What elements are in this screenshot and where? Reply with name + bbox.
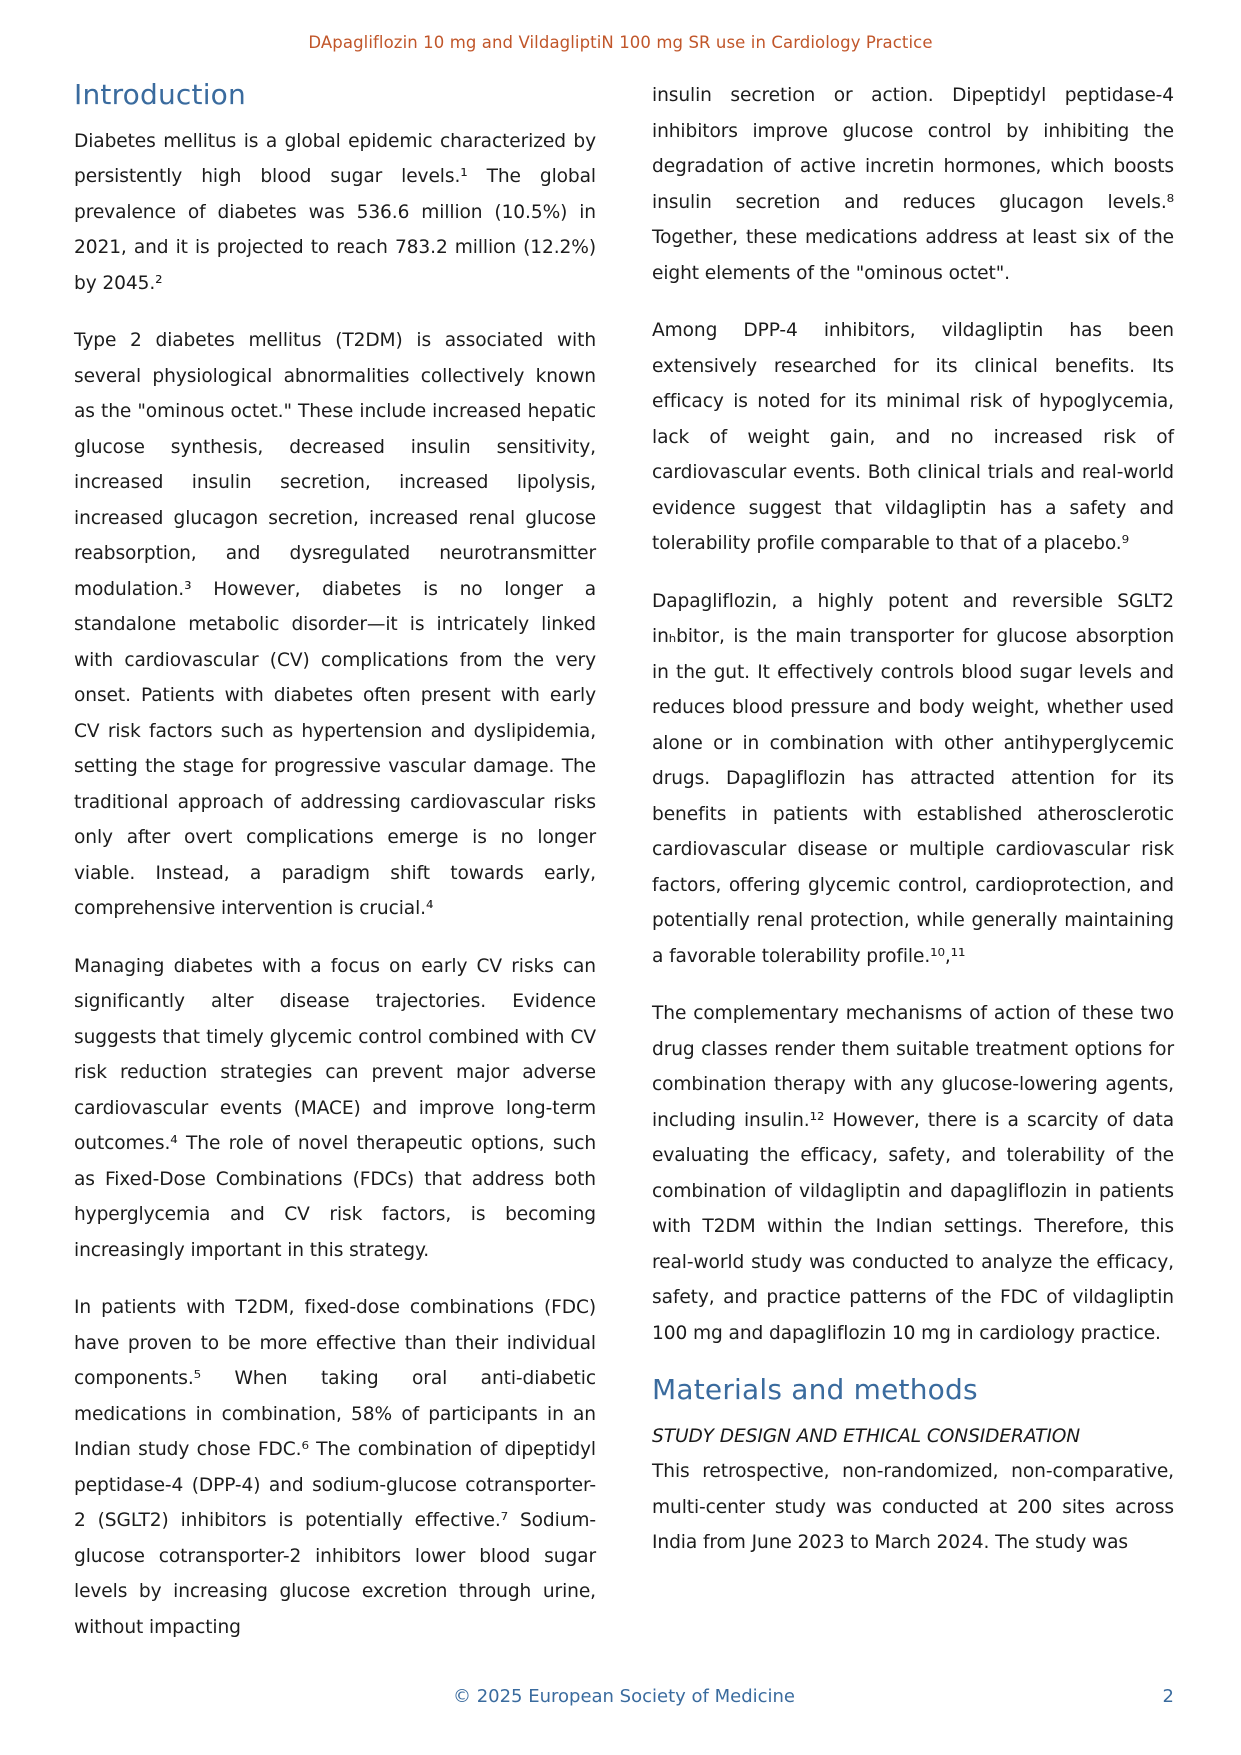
column-left <box>74 78 596 1645</box>
paragraph: Managing diabetes with a focus on early CV risks can significantly alter disease trajectories. Evidence suggests that timely glycemic control combined with CV risk reduction strategies can prevent major adverse cardiovascular events (MACE) and improve long-term outcomes.⁴ The role of novel therapeutic options, such as Fixed-Dose Combinations (FDCs) that address both hyperglycemia and CV risk factors, is becoming increasingly important in this strategy. <box>74 955 596 1261</box>
paragraph: Among DPP-4 inhibitors, vildagliptin has been extensively researched for its clinical benefits. Its efficacy is noted for its minimal risk of hypoglycemia, lack of weight gain, and no increased risk of cardiovascular events. Both clinical trials and real-world evidence suggest that vildagliptin has a safety and tolerability profile comparable to that of a placebo.⁹ <box>652 320 1174 554</box>
paragraph: Dapagliflozin, a highly potent and reversible SGLT2 inₕbitor, is the main transporter for glucose absorption in the gut. It effectively controls blood sugar levels and reduces blood pressure and body weight, whether used alone or in combination with other antihyperglycemic drugs. Dapagliflozin has attracted attention for its benefits in patients with established atherosclerotic cardiovascular disease or multiple cardiovascular risk factors, offering glycemic control, cardioprotection, and potentially renal protection, while generally maintaining a favorable tolerability profile.¹⁰,¹¹ <box>652 590 1174 967</box>
column-right <box>652 78 1174 1561</box>
page-title: Introduction <box>74 78 246 111</box>
two-column-body <box>74 78 1174 1638</box>
paragraph: In patients with T2DM, fixed-dose combinations (FDC) have proven to be more effective than their individual components.⁵ When taking oral anti-diabetic medications in combination, 58% of participants in an Indian study chose FDC.⁶ The combination of dipeptidyl peptidase-4 (DPP-4) and sodium-glucose cotransporter-2 (SGLT2) inhibitors is potentially effective.⁷ Sodium-glucose cotransporter-2 inhibitors lower blood sugar levels by increasing glucose excretion through urine, without impacting <box>74 1297 596 1638</box>
section-heading-materials-and-methods: Materials and methods <box>652 1373 978 1406</box>
running-head <box>0 33 1241 52</box>
footer-copyright: © 2025 European Society of Medicine <box>452 1686 796 1707</box>
footer-page-number: 2 <box>1162 1686 1174 1707</box>
paragraph: Diabetes mellitus is a global epidemic characterized by persistently high blood sugar levels.¹ The global prevalence of diabetes was 536.6 million (10.5%) in 2021, and it is projected to reach 783.2 million (12.2%) by 2045.² <box>74 130 596 294</box>
paragraph: insulin secretion or action. Dipeptidyl peptidase-4 inhibitors improve glucose control by inhibiting the degradation of active incretin hormones, which boosts insulin secretion and reduces glucagon levels.⁸ Together, these medications address at least six of the eight elements of the "ominous octet". <box>652 85 1174 284</box>
paragraph: The complementary mechanisms of action of these two drug classes render them suitable treatment options for combination therapy with any glucose-lowering agents, including insulin.¹² However, there is a scarcity of data evaluating the efficacy, safety, and tolerability of the combination of vildagliptin and dapagliflozin in patients with T2DM within the Indian settings. Therefore, this real-world study was conducted to analyze the efficacy, safety, and practice patterns of the FDC of vildagliptin 100 mg and dapagliflozin 10 mg in cardiology practice. <box>652 1003 1174 1344</box>
subsection-heading-study-design: STUDY DESIGN AND ETHICAL CONSIDERATION <box>652 1425 1081 1447</box>
paragraph: This retrospective, non-randomized, non-comparative, multi-center study was conducted at 200 sites across India from June 2023 to March 2024. The study was <box>652 1461 1174 1554</box>
paragraph: Type 2 diabetes mellitus (T2DM) is associated with several physiological abnormalities collectively known as the "ominous octet." These include increased hepatic glucose synthesis, decreased insulin sensitivity, increased insulin secretion, increased lipolysis, increased glucagon secretion, increased renal glucose reabsorption, and dysregulated neurotransmitter modulation.³ However, diabetes is no longer a standalone metabolic disorder—it is intricately linked with cardiovascular (CV) complications from the very onset. Patients with diabetes often present with early CV risk factors such as hypertension and dyslipidemia, setting the stage for progressive vascular damage. The traditional approach of addressing cardiovascular risks only after overt complications emerge is no longer viable. Instead, a paradigm shift towards early, comprehensive intervention is crucial.⁴ <box>74 330 596 920</box>
running-head-text: DApagliflozin 10 mg and VildagliptiN 100 mg SR use in Cardiology Practice <box>308 33 933 52</box>
page-footer <box>74 1686 1174 1707</box>
